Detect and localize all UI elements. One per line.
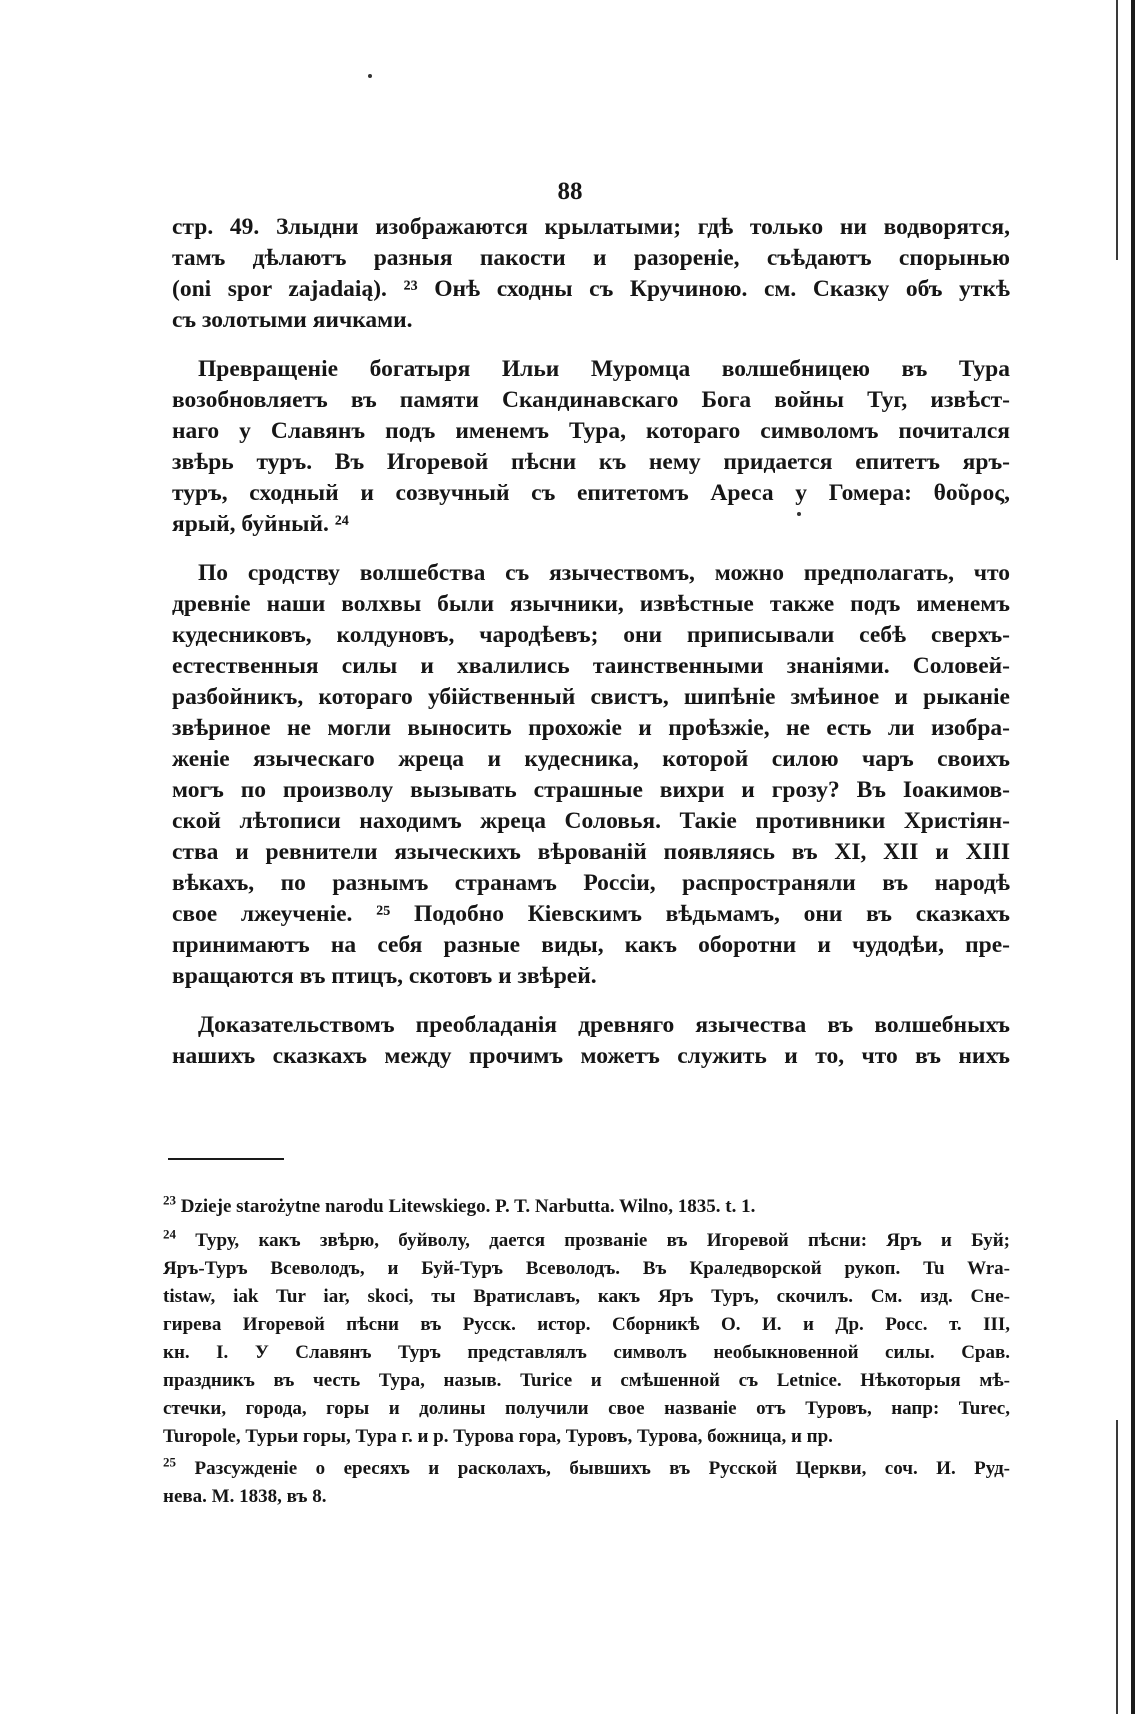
- footnote-rule: [168, 1158, 284, 1160]
- footnote-text: Разсужденіе о ересяхъ и расколахъ, бывшихъ въ Русской Церкви, соч. И. Руд-: [194, 1458, 1011, 1479]
- paragraph: [172, 1010, 1010, 1072]
- body-text: [172, 212, 1010, 1090]
- text-line: туръ, сходный и созвучный съ епитетомъ Ареса у Гомера: θοῦρος,: [172, 480, 1010, 506]
- text-line: могъ по произволу вызывать страшные вихри и грозу? Въ Іоакимов-: [172, 777, 1010, 803]
- footnote-text: Яръ-Туръ Всеволодъ, и Буй-Туръ Всеволодъ. Въ Краледворской рукоп. Tu Wra-: [163, 1258, 1010, 1279]
- footnote-text: Turopole, Турьи горы, Тура г. и р. Турова гора, Туровъ, Турова, божница, и пр.: [163, 1426, 833, 1447]
- footnote: [163, 1455, 1010, 1511]
- text-line: звѣрь туръ. Въ Игоревой пѣсни къ нему придается епитетъ яръ-: [172, 449, 1010, 475]
- footnote-mark: 23: [163, 1192, 176, 1208]
- text-line: звѣриное не могли выносить прохожіе и проѣзжіе, не есть ли изобра-: [172, 715, 1010, 741]
- text-line: Доказательствомъ преобладанія древняго язычества въ волшебныхъ: [198, 1012, 1010, 1038]
- paragraph: [172, 212, 1010, 336]
- footnote-text: tistaw, iak Tur iar, skoci, ты Вратиславъ, какъ Яръ Туръ, скочилъ. См. изд. Сне-: [163, 1286, 1010, 1307]
- footnote-text: Туру, какъ звѣрю, буйволу, дается прозваніе въ Игоревой пѣсни: Яръ и Буй;: [195, 1230, 1010, 1251]
- text-line: По сродству волшебства съ язычествомъ, можно предполагать, что: [198, 560, 1010, 586]
- text-line: возобновляетъ въ памяти Скандинавскаго Бога войны Туг, извѣст-: [172, 387, 1010, 413]
- footnote-mark: 24: [163, 1226, 176, 1242]
- scan-edge: [1116, 1420, 1118, 1714]
- text-line: нашихъ сказкахъ между прочимъ можетъ служить и то, что въ нихъ: [172, 1043, 1010, 1069]
- text-line: женіе языческаго жреца и кудесника, которой силою чаръ своихъ: [172, 746, 1010, 772]
- footnote-text: праздникъ въ честь Тура, назыв. Turice и смѣшенной съ Letnice. Нѣкоторыя мѣ-: [163, 1370, 1010, 1391]
- paragraph: [172, 354, 1010, 540]
- text-line: Превращеніе богатыря Ильи Муромца волшебницею въ Тура: [198, 356, 1010, 382]
- footnote-text: кн. I. У Славянъ Туръ представлялъ символъ необыкновенной силы. Срав.: [163, 1342, 1010, 1363]
- footnote-text: гирева Игоревой пѣсни въ Русск. истор. Сборникѣ О. И. и Др. Росс. т. III,: [163, 1314, 1010, 1335]
- footnote-text: стечки, города, горы и долины получили свое названіе отъ Туровъ, напр: Turec,: [163, 1398, 1010, 1419]
- text-line: ства и ревнители языческихъ вѣрованій появляясь въ XI, XII и XIII: [172, 839, 1010, 865]
- text-line: естественныя силы и хвалились таинственными знаніями. Соловей-: [172, 653, 1010, 679]
- text-line: принимаютъ на себя разные виды, какъ оборотни и чудодѣи, пре-: [172, 932, 1010, 958]
- text-line: стр. 49. Злыдни изображаются крылатыми; гдѣ только ни водворятся,: [172, 214, 1010, 240]
- text-line: вѣкахъ, по разнымъ странамъ Россіи, распространяли въ народѣ: [172, 870, 1010, 896]
- text-line: ярый, буйный. ²⁴: [172, 511, 349, 537]
- paragraph: [172, 558, 1010, 992]
- footnote-text: нева. М. 1838, въ 8.: [163, 1486, 327, 1507]
- footnote: [163, 1193, 1010, 1221]
- scan-edge: [1131, 0, 1135, 1714]
- footnote-mark: 25: [163, 1454, 176, 1470]
- text-line: разбойникъ, котораго убійственный свистъ, шипѣніе змѣиное и рыканіе: [172, 684, 1010, 710]
- scan-speck: [368, 74, 372, 78]
- text-line: свое лжеученіе. ²⁵ Подобно Кіевскимъ вѣдьмамъ, они въ сказкахъ: [172, 901, 1010, 927]
- page-number: 88: [557, 178, 583, 205]
- text-line: ской лѣтописи находимъ жреца Соловья. Такіе противники Христіян-: [172, 808, 1010, 834]
- text-line: кудесниковъ, колдуновъ, чародѣевъ; они приписывали себѣ сверхъ-: [172, 622, 1010, 648]
- text-line: тамъ дѣлаютъ разныя пакости и разореніе, съѣдаютъ спорынью: [172, 245, 1010, 271]
- text-line: древніе наши волхвы были язычники, извѣстные также подъ именемъ: [172, 591, 1010, 617]
- text-line: наго у Славянъ подъ именемъ Тура, котораго символомъ почитался: [172, 418, 1010, 444]
- scan-edge: [1116, 0, 1118, 260]
- footnote-text: Dzieje starożytne narodu Litewskiego. P. T. Narbutta. Wilno, 1835. t. 1.: [180, 1196, 756, 1217]
- text-line: съ золотыми яичками.: [172, 307, 413, 333]
- footnote: [163, 1227, 1010, 1451]
- footnotes: [163, 1193, 1010, 1511]
- text-line: (oni spor zajadaią). ²³ Онѣ сходны съ Кручиною. см. Сказку объ уткѣ: [172, 276, 1010, 302]
- text-line: вращаются въ птицъ, скотовъ и звѣрей.: [172, 963, 597, 989]
